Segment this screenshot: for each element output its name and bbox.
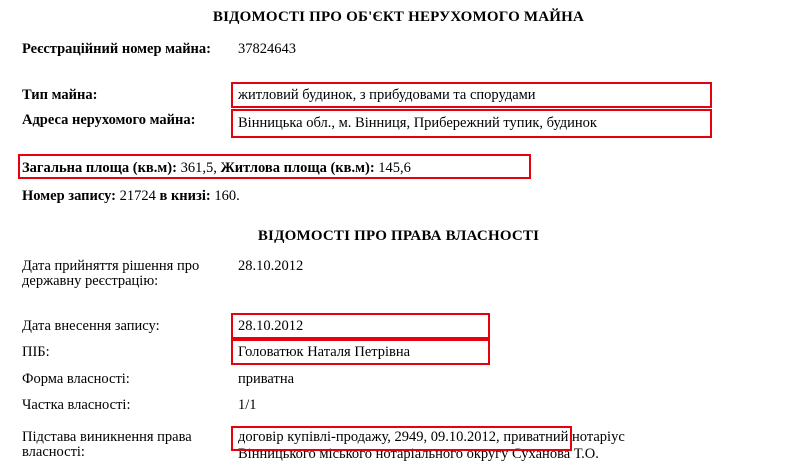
record-number-line <box>22 188 240 205</box>
property-address-value: Вінницька обл., м. Вінниця, Прибережний тупик, будинок <box>238 115 597 131</box>
total-area-label: Загальна площа (кв.м): <box>22 160 177 176</box>
ownership-form-label: Форма власності: <box>22 371 130 387</box>
ownership-form-value: приватна <box>238 371 295 387</box>
property-section-title: ВІДОМОСТІ ПРО ОБ'ЄКТ НЕРУХОМОГО МАЙНА <box>212 9 585 25</box>
decision-date-value: 28.10.2012 <box>238 258 304 274</box>
decision-date-label: Дата прийняття рішення про державну реєстрацію: <box>22 258 200 289</box>
property-type-label: Тип майна: <box>22 87 98 103</box>
basis-label: Підстава виникнення права власності: <box>22 429 192 460</box>
record-number-value: 21724 <box>119 188 156 204</box>
reg-number-label: Реєстраційний номер майна: <box>22 41 211 57</box>
book-label: в книзі: <box>159 188 211 204</box>
ownership-section-title: ВІДОМОСТІ ПРО ПРАВА ВЛАСНОСТІ <box>257 228 540 244</box>
basis-value-line-2: Вінницького міського нотаріального округу Суханова Т.О. <box>238 446 599 462</box>
basis-value-rest: приватний нотаріус <box>499 429 625 445</box>
book-value: 160. <box>214 188 240 204</box>
owner-label: ПІБ: <box>22 344 50 360</box>
ownership-share-label: Частка власності: <box>22 397 131 413</box>
owner-value: Головатюк Наталя Петрівна <box>238 344 411 360</box>
area-line: Загальна площа (кв.м): 361,5, Житлова площа (кв.м): 145,6 <box>22 160 411 176</box>
basis-value-highlighted: договір купівлі-продажу, 2949, 09.10.2012, <box>238 429 500 445</box>
living-area-label: Житлова площа (кв.м): <box>220 160 375 176</box>
record-number-label: Номер запису: <box>22 188 116 204</box>
basis-value-line-1 <box>238 430 625 445</box>
ownership-share-value: 1/1 <box>238 397 257 413</box>
entry-date-label: Дата внесення запису: <box>22 318 160 334</box>
entry-date-value: 28.10.2012 <box>238 318 304 334</box>
total-area-value: 361,5 <box>180 160 214 176</box>
living-area-value: 145,6 <box>378 160 411 176</box>
property-address-label: Адреса нерухомого майна: <box>22 112 196 128</box>
reg-number-value: 37824643 <box>238 41 296 57</box>
property-type-value: житловий будинок, з прибудовами та спорудами <box>238 87 536 103</box>
